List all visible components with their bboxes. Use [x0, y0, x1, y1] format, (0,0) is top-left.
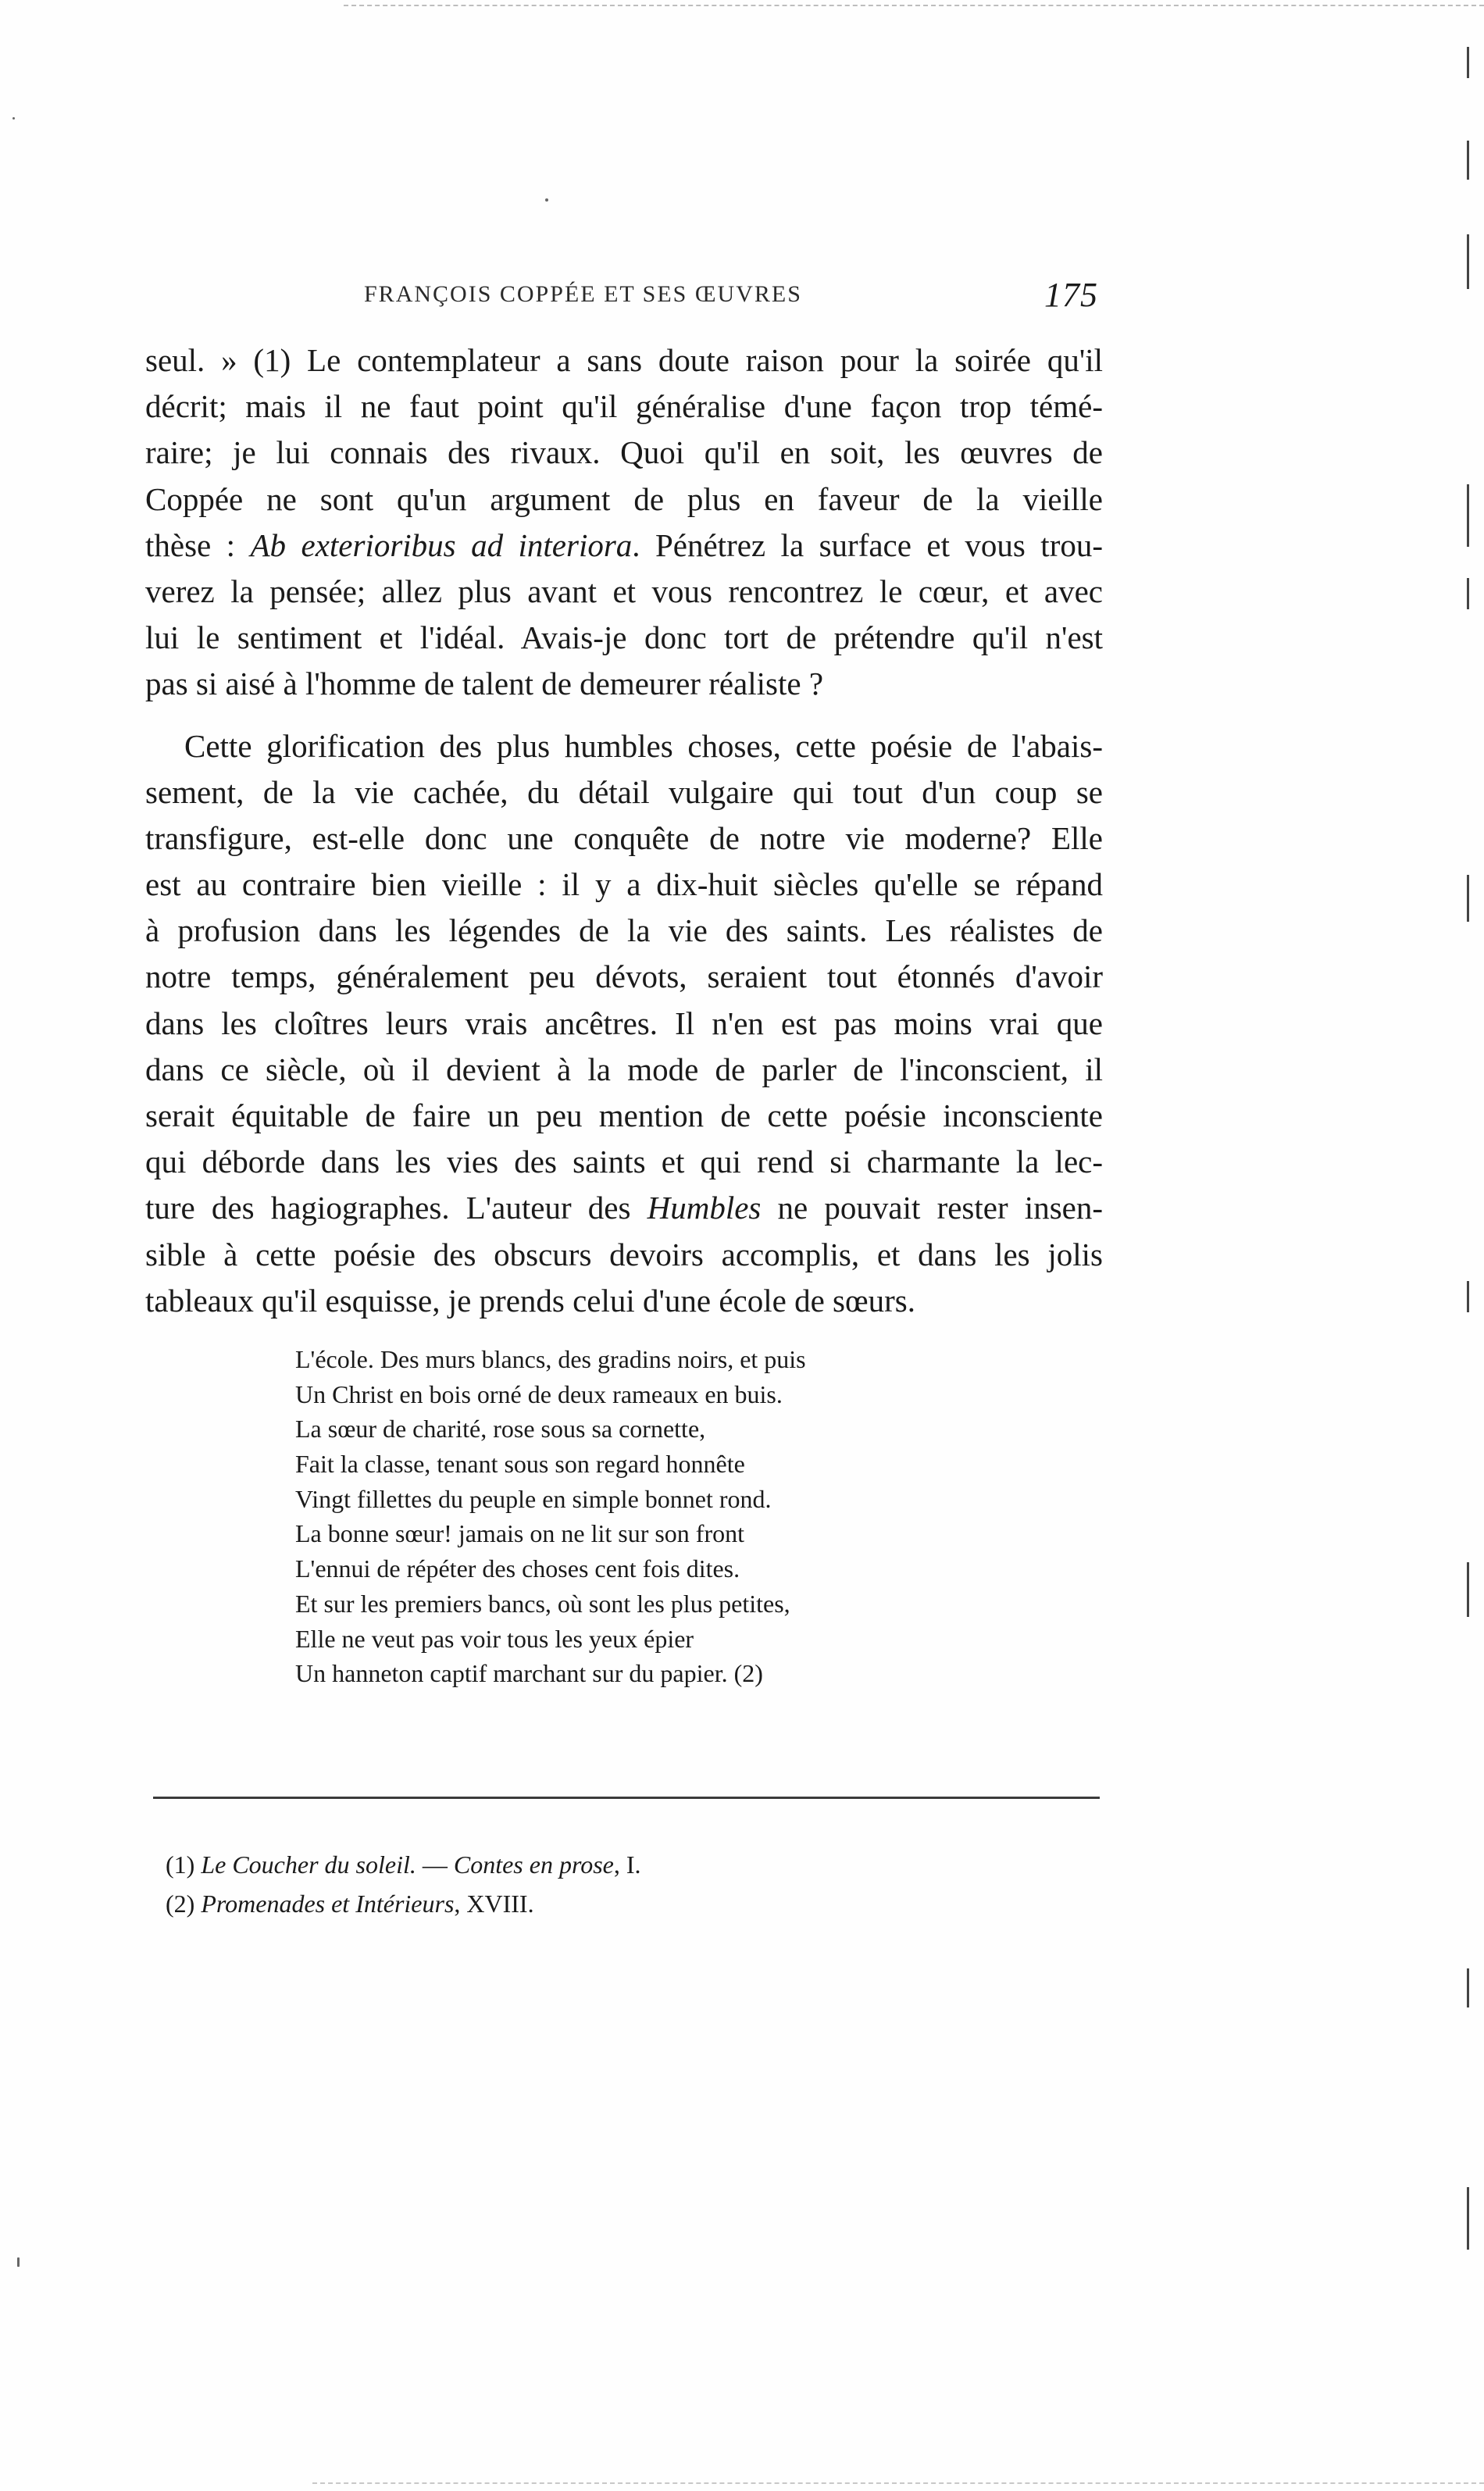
verse-line: Un Christ en bois orné de deux rameaux en buis.: [295, 1379, 783, 1408]
binding-edge-mark: [1467, 578, 1469, 609]
binding-edge-mark: [1467, 2187, 1469, 2250]
verse-line: Et sur les premiers bancs, où sont les plus petites,: [295, 1589, 790, 1618]
footnote-reference: , I.: [613, 1850, 641, 1879]
verse-line: La sœur de charité, rose sous sa cornette,: [295, 1415, 706, 1444]
verse-line: L'ennui de répéter des choses cent fois dites.: [295, 1554, 740, 1583]
text-line: est au contraire bien vieille : il y a dix-huit siècles qu'elle se répand: [145, 866, 1103, 903]
footnote-separator-dash: —: [416, 1850, 454, 1879]
footnote-reference: , XVIII.: [454, 1890, 534, 1918]
text-line: dans les cloîtres leurs vrais ancêtres. Il n'en est pas moins vrai que: [145, 1005, 1103, 1041]
text-line: sible à cette poésie des obscurs devoirs accomplis, et dans les jolis: [145, 1236, 1103, 1272]
text-line: notre temps, généralement peu dévots, seraient tout étonnés d'avoir: [145, 958, 1103, 995]
italic-title: Ab exterioribus ad interiora: [250, 526, 633, 563]
text-line: à profusion dans les légendes de la vie des saints. Les réalistes de: [145, 912, 1103, 949]
paragraph: [145, 723, 1103, 1324]
text-line: Coppée ne sont qu'un argument de plus en faveur de la vieille: [145, 480, 1103, 517]
footnote-marker: (1): [166, 1850, 202, 1879]
text-line: serait équitable de faire un peu mention de cette poésie inconsciente: [145, 1097, 1103, 1133]
text-segment: ture des hagiographes. L'auteur des: [145, 1190, 647, 1226]
binding-edge-mark: [1467, 484, 1469, 547]
text-line: raire; je lui connais des rivaux. Quoi qu'il en soit, les œuvres de: [145, 434, 1103, 471]
text-line: seul. » (1) Le contemplateur a sans doute raison pour la soirée qu'il: [145, 342, 1103, 378]
text-line: pas si aisé à l'homme de talent de demeurer réaliste ?: [145, 666, 824, 702]
footnote-title: Le Coucher du soleil.: [201, 1850, 416, 1879]
text-line: [145, 523, 1103, 569]
page-speck: [12, 117, 15, 120]
footnotes: [166, 1845, 1025, 1923]
footnote: [166, 1845, 1025, 1884]
italic-title: Humbles: [647, 1190, 762, 1226]
page-speck: [17, 2257, 20, 2267]
verse-line: Elle ne veut pas voir tous les yeux épier: [295, 1624, 694, 1653]
body-text: [145, 337, 1103, 1324]
text-segment: . Pénétrez la surface et vous trou-: [632, 526, 1103, 563]
verse-line: Fait la classe, tenant sous son regard honnête: [295, 1450, 745, 1479]
text-line: tableaux qu'il esquisse, je prends celui d'une école de sœurs.: [145, 1282, 915, 1319]
page-bottom-edge: [312, 2482, 1484, 2484]
binding-edge-mark: [1467, 1562, 1469, 1617]
running-head: [145, 275, 1098, 322]
text-line: transfigure, est-elle donc une conquête de notre vie moderne? Elle: [145, 819, 1103, 856]
text-line: verez la pensée; allez plus avant et vous rencontrez le cœur, et avec: [145, 573, 1103, 609]
verse-line: La bonne sœur! jamais on ne lit sur son front: [295, 1519, 744, 1548]
verse-block: [295, 1342, 936, 1691]
verse-line: L'école. Des murs blancs, des gradins noirs, et puis: [295, 1345, 806, 1373]
footnote-source: Contes en prose: [453, 1850, 614, 1879]
text-line: Cette glorification des plus humbles choses, cette poésie de l'abais-: [184, 727, 1103, 764]
text-line: [145, 1185, 1103, 1231]
verse-line: Un hanneton captif marchant sur du papier. (2): [295, 1659, 763, 1688]
text-line: lui le sentiment et l'idéal. Avais-je donc tort de prétendre qu'il n'est: [145, 619, 1103, 656]
footnote-separator: [153, 1797, 1100, 1799]
text-line: dans ce siècle, où il devient à la mode de parler de l'inconscient, il: [145, 1051, 1103, 1087]
page-speck: [545, 198, 548, 202]
binding-edge-mark: [1467, 141, 1469, 180]
running-title: FRANÇOIS COPPÉE ET SES ŒUVRES: [364, 281, 802, 307]
binding-edge-mark: [1467, 1281, 1469, 1312]
text-line: qui déborde dans les vies des saints et qui rend si charmante la lec-: [145, 1144, 1103, 1180]
footnote: [166, 1884, 1025, 1923]
binding-edge-mark: [1467, 875, 1469, 922]
paragraph: [145, 337, 1103, 708]
text-segment: thèse :: [145, 526, 251, 563]
text-segment: ne pouvait rester insen-: [761, 1190, 1103, 1226]
binding-edge-mark: [1467, 234, 1469, 289]
text-line: décrit; mais il ne faut point qu'il généralise d'une façon trop témé-: [145, 388, 1103, 425]
verse-line: Vingt fillettes du peuple en simple bonnet rond.: [295, 1484, 772, 1513]
footnote-marker: (2): [166, 1890, 202, 1918]
text-line: sement, de la vie cachée, du détail vulgaire qui tout d'un coup se: [145, 773, 1103, 810]
binding-edge-mark: [1467, 1968, 1469, 2007]
page-number: 175: [1044, 276, 1098, 314]
paragraph-gap: [145, 708, 1103, 723]
footnote-title: Promenades et Intérieurs: [201, 1890, 455, 1918]
page-top-edge: [344, 5, 1484, 6]
binding-edge-mark: [1467, 47, 1469, 78]
